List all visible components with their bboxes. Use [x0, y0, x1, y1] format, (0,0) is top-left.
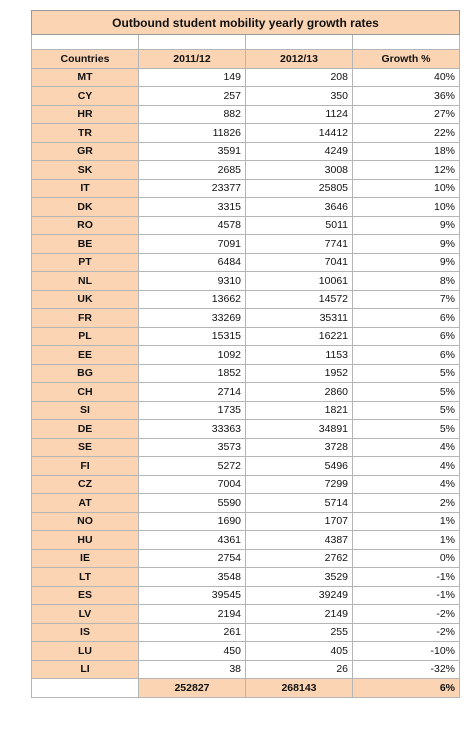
table-row [32, 364, 460, 383]
growth-cell: 5% [353, 401, 460, 420]
value-2011-12-cell: 4361 [139, 531, 246, 550]
country-cell: CH [32, 383, 139, 402]
value-2011-12-cell: 2685 [139, 161, 246, 180]
country-cell: CY [32, 87, 139, 106]
header-row [32, 50, 460, 69]
country-cell: PL [32, 327, 139, 346]
country-cell: DE [32, 420, 139, 439]
value-2012-13-cell: 5496 [246, 457, 353, 476]
country-cell: DK [32, 198, 139, 217]
value-2012-13-cell: 10061 [246, 272, 353, 291]
growth-cell: 6% [353, 309, 460, 328]
total-2012-13: 268143 [246, 679, 353, 698]
country-cell: LI [32, 660, 139, 679]
empty-cell [353, 35, 460, 50]
total-2011-12: 252827 [139, 679, 246, 698]
value-2011-12-cell: 7004 [139, 475, 246, 494]
empty-cell [32, 35, 139, 50]
table-row [32, 623, 460, 642]
growth-cell: -32% [353, 660, 460, 679]
title-row [32, 11, 460, 35]
value-2012-13-cell: 350 [246, 87, 353, 106]
value-2011-12-cell: 2194 [139, 605, 246, 624]
value-2011-12-cell: 149 [139, 68, 246, 87]
growth-cell: 10% [353, 179, 460, 198]
country-cell: LU [32, 642, 139, 661]
country-cell: BG [32, 364, 139, 383]
value-2012-13-cell: 208 [246, 68, 353, 87]
country-cell: GR [32, 142, 139, 161]
value-2012-13-cell: 1153 [246, 346, 353, 365]
table-row [32, 420, 460, 439]
table-row [32, 124, 460, 143]
empty-cell [246, 35, 353, 50]
value-2011-12-cell: 4578 [139, 216, 246, 235]
growth-cell: -1% [353, 586, 460, 605]
growth-cell: 7% [353, 290, 460, 309]
table-row [32, 531, 460, 550]
table-row [32, 216, 460, 235]
value-2012-13-cell: 4387 [246, 531, 353, 550]
growth-cell: 0% [353, 549, 460, 568]
value-2012-13-cell: 1821 [246, 401, 353, 420]
value-2011-12-cell: 33269 [139, 309, 246, 328]
table-row [32, 660, 460, 679]
value-2011-12-cell: 3573 [139, 438, 246, 457]
growth-cell: 12% [353, 161, 460, 180]
value-2011-12-cell: 9310 [139, 272, 246, 291]
value-2011-12-cell: 3315 [139, 198, 246, 217]
country-cell: IS [32, 623, 139, 642]
value-2011-12-cell: 3591 [139, 142, 246, 161]
growth-cell: 22% [353, 124, 460, 143]
country-cell: NO [32, 512, 139, 531]
value-2012-13-cell: 7741 [246, 235, 353, 254]
table-row [32, 68, 460, 87]
value-2012-13-cell: 2762 [246, 549, 353, 568]
growth-cell: 5% [353, 420, 460, 439]
value-2011-12-cell: 5590 [139, 494, 246, 513]
growth-cell: -2% [353, 623, 460, 642]
value-2012-13-cell: 3008 [246, 161, 353, 180]
totals-label-cell [32, 679, 139, 698]
growth-cell: -2% [353, 605, 460, 624]
value-2012-13-cell: 16221 [246, 327, 353, 346]
totals-row [32, 679, 460, 698]
value-2012-13-cell: 5714 [246, 494, 353, 513]
country-cell: UK [32, 290, 139, 309]
country-cell: SK [32, 161, 139, 180]
value-2012-13-cell: 39249 [246, 586, 353, 605]
table-row [32, 142, 460, 161]
value-2012-13-cell: 3646 [246, 198, 353, 217]
table-row [32, 512, 460, 531]
value-2011-12-cell: 2754 [139, 549, 246, 568]
value-2011-12-cell: 13662 [139, 290, 246, 309]
value-2011-12-cell: 38 [139, 660, 246, 679]
table-body [32, 68, 460, 679]
growth-cell: 40% [353, 68, 460, 87]
growth-cell: 5% [353, 364, 460, 383]
value-2012-13-cell: 2149 [246, 605, 353, 624]
value-2012-13-cell: 4249 [246, 142, 353, 161]
growth-cell: 10% [353, 198, 460, 217]
spreadsheet-table [31, 10, 459, 698]
value-2011-12-cell: 33363 [139, 420, 246, 439]
table-row [32, 605, 460, 624]
growth-cell: 4% [353, 438, 460, 457]
growth-cell: 4% [353, 475, 460, 494]
value-2011-12-cell: 2714 [139, 383, 246, 402]
country-cell: TR [32, 124, 139, 143]
country-cell: IE [32, 549, 139, 568]
value-2012-13-cell: 2860 [246, 383, 353, 402]
table-row [32, 457, 460, 476]
growth-cell: 9% [353, 235, 460, 254]
value-2012-13-cell: 1707 [246, 512, 353, 531]
growth-cell: 4% [353, 457, 460, 476]
country-cell: SE [32, 438, 139, 457]
table-row [32, 346, 460, 365]
table-row [32, 327, 460, 346]
value-2011-12-cell: 882 [139, 105, 246, 124]
table-row [32, 272, 460, 291]
table-row [32, 290, 460, 309]
growth-cell: -1% [353, 568, 460, 587]
table-row [32, 549, 460, 568]
table-row [32, 87, 460, 106]
table-row [32, 309, 460, 328]
country-cell: LV [32, 605, 139, 624]
value-2011-12-cell: 1690 [139, 512, 246, 531]
value-2012-13-cell: 1952 [246, 364, 353, 383]
table-row [32, 253, 460, 272]
table-row [32, 568, 460, 587]
value-2012-13-cell: 35311 [246, 309, 353, 328]
growth-cell: -10% [353, 642, 460, 661]
mobility-table [31, 10, 460, 698]
value-2011-12-cell: 257 [139, 87, 246, 106]
country-cell: FR [32, 309, 139, 328]
value-2011-12-cell: 5272 [139, 457, 246, 476]
value-2012-13-cell: 7299 [246, 475, 353, 494]
value-2012-13-cell: 14412 [246, 124, 353, 143]
country-cell: EE [32, 346, 139, 365]
value-2012-13-cell: 5011 [246, 216, 353, 235]
growth-cell: 6% [353, 327, 460, 346]
value-2012-13-cell: 34891 [246, 420, 353, 439]
country-cell: IT [32, 179, 139, 198]
value-2011-12-cell: 1092 [139, 346, 246, 365]
country-cell: NL [32, 272, 139, 291]
table-row [32, 401, 460, 420]
growth-cell: 1% [353, 512, 460, 531]
value-2011-12-cell: 450 [139, 642, 246, 661]
table-row [32, 105, 460, 124]
value-2011-12-cell: 15315 [139, 327, 246, 346]
value-2011-12-cell: 23377 [139, 179, 246, 198]
growth-cell: 27% [353, 105, 460, 124]
country-cell: MT [32, 68, 139, 87]
table-row [32, 161, 460, 180]
country-cell: AT [32, 494, 139, 513]
growth-cell: 36% [353, 87, 460, 106]
empty-cell [139, 35, 246, 50]
growth-cell: 18% [353, 142, 460, 161]
country-cell: HU [32, 531, 139, 550]
value-2012-13-cell: 255 [246, 623, 353, 642]
growth-cell: 8% [353, 272, 460, 291]
value-2012-13-cell: 25805 [246, 179, 353, 198]
growth-cell: 9% [353, 253, 460, 272]
value-2011-12-cell: 11826 [139, 124, 246, 143]
table-row [32, 198, 460, 217]
value-2012-13-cell: 1124 [246, 105, 353, 124]
country-cell: RO [32, 216, 139, 235]
spacer-row [32, 35, 460, 50]
growth-cell: 5% [353, 383, 460, 402]
value-2011-12-cell: 261 [139, 623, 246, 642]
header-growth: Growth % [353, 50, 460, 69]
value-2012-13-cell: 7041 [246, 253, 353, 272]
value-2012-13-cell: 405 [246, 642, 353, 661]
value-2012-13-cell: 14572 [246, 290, 353, 309]
country-cell: CZ [32, 475, 139, 494]
country-cell: BE [32, 235, 139, 254]
value-2011-12-cell: 7091 [139, 235, 246, 254]
header-countries: Countries [32, 50, 139, 69]
table-row [32, 494, 460, 513]
table-row [32, 475, 460, 494]
value-2011-12-cell: 1735 [139, 401, 246, 420]
country-cell: ES [32, 586, 139, 605]
country-cell: PT [32, 253, 139, 272]
country-cell: HR [32, 105, 139, 124]
value-2011-12-cell: 1852 [139, 364, 246, 383]
table-title: Outbound student mobility yearly growth rates [32, 11, 460, 35]
value-2011-12-cell: 6484 [139, 253, 246, 272]
header-2011-12: 2011/12 [139, 50, 246, 69]
value-2012-13-cell: 3529 [246, 568, 353, 587]
total-growth: 6% [353, 679, 460, 698]
growth-cell: 2% [353, 494, 460, 513]
value-2011-12-cell: 3548 [139, 568, 246, 587]
country-cell: SI [32, 401, 139, 420]
table-row [32, 642, 460, 661]
growth-cell: 6% [353, 346, 460, 365]
table-row [32, 383, 460, 402]
country-cell: LT [32, 568, 139, 587]
country-cell: FI [32, 457, 139, 476]
header-2012-13: 2012/13 [246, 50, 353, 69]
growth-cell: 1% [353, 531, 460, 550]
table-row [32, 235, 460, 254]
table-row [32, 438, 460, 457]
table-row [32, 179, 460, 198]
value-2012-13-cell: 26 [246, 660, 353, 679]
table-row [32, 586, 460, 605]
value-2012-13-cell: 3728 [246, 438, 353, 457]
value-2011-12-cell: 39545 [139, 586, 246, 605]
growth-cell: 9% [353, 216, 460, 235]
